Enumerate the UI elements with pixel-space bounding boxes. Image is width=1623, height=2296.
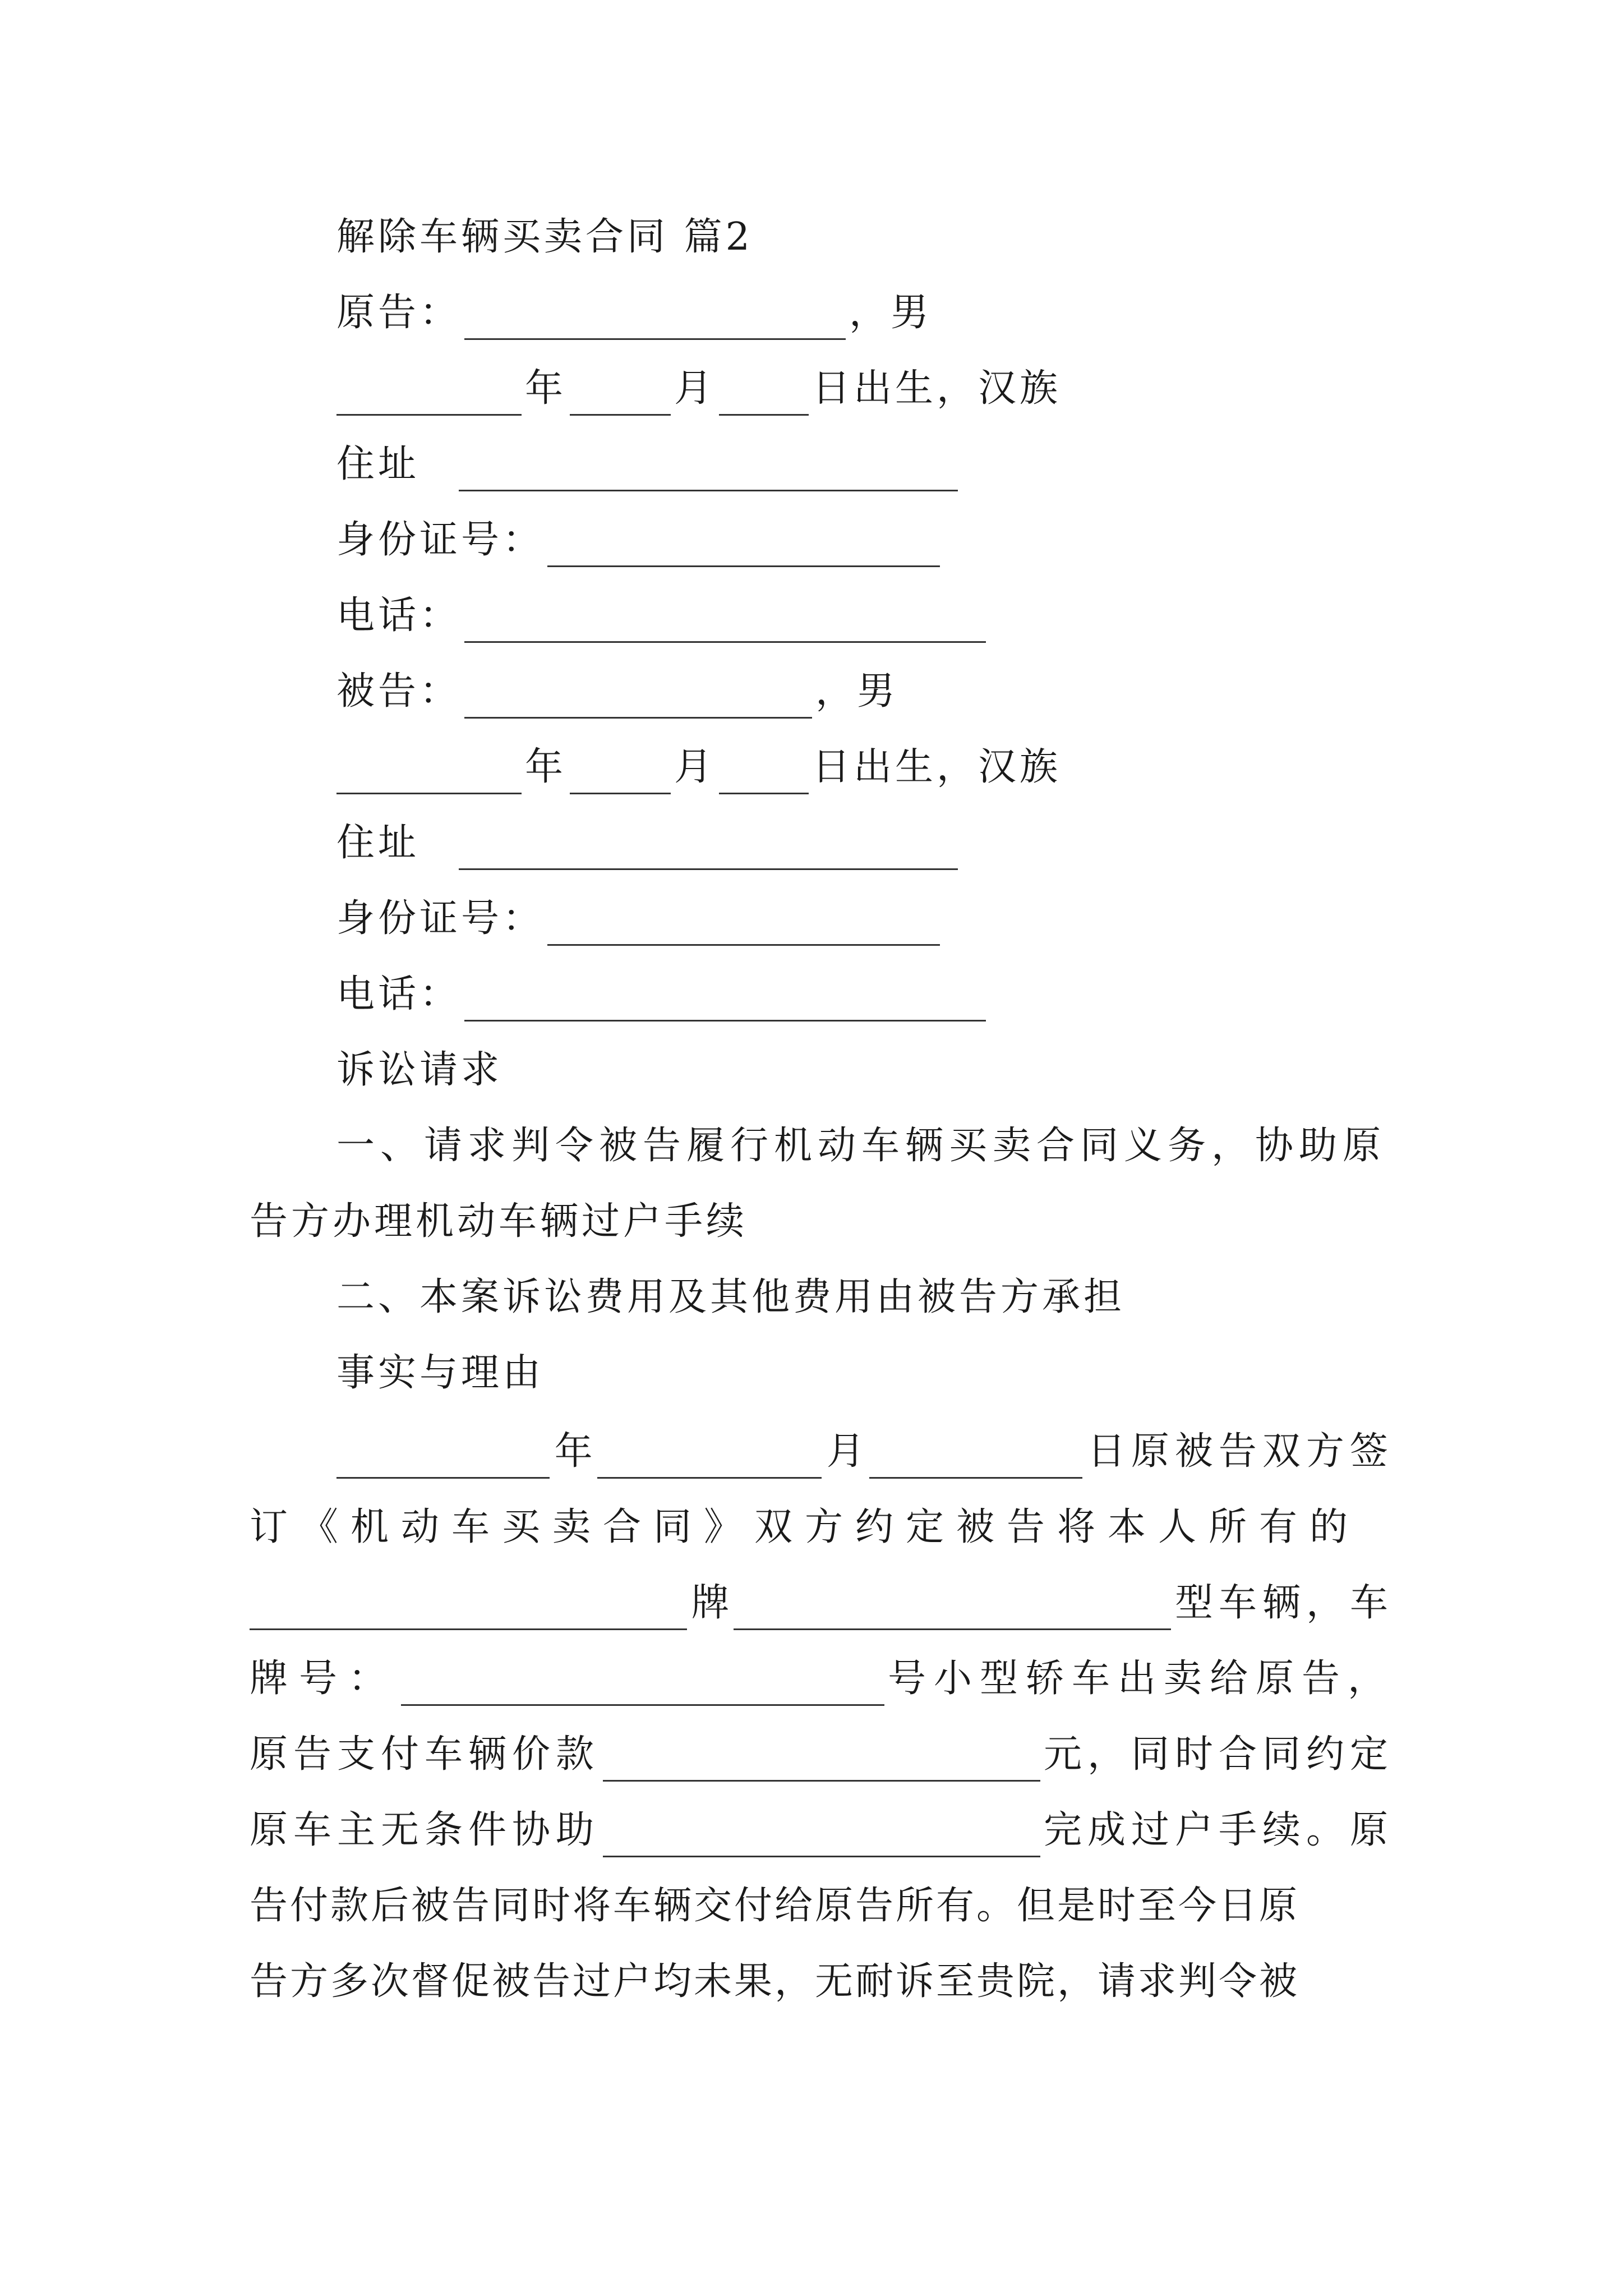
contract-day-label: 日原被告双方签 (1087, 1429, 1394, 1474)
vehicle-model-blank[interactable] (734, 1593, 1171, 1630)
defendant-birth-day-blank[interactable] (719, 757, 809, 794)
facts-line-6 (250, 1803, 1394, 1857)
defendant-address-line (336, 816, 1481, 870)
plaintiff-phone-blank[interactable] (464, 605, 986, 643)
price-prefix: 原告支付车辆价款 (250, 1732, 600, 1777)
plate-number-label: 牌号： (250, 1657, 398, 1701)
claim-1-line-2: 告方办理机动车辆过户手续 (250, 1199, 748, 1244)
plaintiff-birth-line (336, 362, 1481, 416)
defendant-birth-day-label: 日出生，汉族 (812, 745, 1062, 789)
facts-line-1 (336, 1425, 1394, 1479)
plate-number-blank[interactable] (401, 1668, 884, 1706)
defendant-birth-year-blank[interactable] (336, 757, 522, 794)
defendant-id-line (336, 892, 1481, 946)
plaintiff-address-label: 住址 (336, 442, 420, 486)
claim-2: 二、本案诉讼费用及其他费用由被告方承担 (336, 1275, 1126, 1319)
price-suffix: 元，同时合同约定 (1043, 1732, 1394, 1777)
plaintiff-birth-year-label: 年 (525, 366, 567, 411)
defendant-address-blank[interactable] (459, 832, 958, 870)
plaintiff-birth-month-label: 月 (674, 366, 716, 411)
contract-day-blank[interactable] (869, 1441, 1082, 1479)
plaintiff-gender: ，男 (849, 291, 933, 335)
assist-suffix: 完成过户手续。原 (1043, 1808, 1394, 1852)
defendant-name-line (336, 665, 1481, 719)
facts-heading: 事实与理由 (336, 1351, 545, 1395)
defendant-label: 被告： (336, 669, 462, 714)
contract-year-blank[interactable] (336, 1441, 550, 1479)
plaintiff-address-line (336, 438, 1481, 491)
facts-line-4 (250, 1652, 1394, 1706)
defendant-birth-month-label: 月 (674, 745, 716, 789)
plaintiff-id-blank[interactable] (547, 530, 940, 567)
contract-month-blank[interactable] (597, 1441, 822, 1479)
contract-month-label: 月 (826, 1429, 865, 1474)
plaintiff-id-line (336, 513, 1481, 567)
plaintiff-label: 原告： (336, 291, 462, 335)
price-blank[interactable] (603, 1744, 1040, 1782)
plaintiff-phone-label: 电话： (336, 593, 462, 638)
vehicle-model-label: 型车辆，车 (1174, 1581, 1394, 1625)
plaintiff-birth-month-blank[interactable] (570, 378, 671, 416)
claims-heading: 诉讼请求 (336, 1048, 503, 1092)
assist-prefix: 原车主无条件协助 (250, 1808, 600, 1852)
assist-blank[interactable] (603, 1820, 1040, 1857)
plaintiff-name-blank[interactable] (464, 302, 846, 340)
defendant-birth-month-blank[interactable] (570, 757, 671, 794)
defendant-address-label: 住址 (336, 821, 420, 865)
defendant-phone-label: 电话： (336, 972, 462, 1016)
defendant-phone-blank[interactable] (464, 984, 986, 1022)
plaintiff-name-line (336, 286, 1481, 340)
contract-year-label: 年 (554, 1429, 593, 1474)
defendant-phone-line (336, 968, 1481, 1022)
claim-1-line-1: 一、请求判令被告履行机动车辆买卖合同义务，协助原 (336, 1124, 1387, 1168)
facts-line-7: 告付款后被告同时将车辆交付给原告所有。但是时至今日原 (250, 1884, 1300, 1928)
defendant-birth-line (336, 740, 1481, 794)
plaintiff-birth-day-label: 日出生，汉族 (812, 366, 1062, 411)
vehicle-brand-blank[interactable] (250, 1593, 687, 1630)
facts-line-2: 订《机动车买卖合同》双方约定被告将本人所有的 (250, 1505, 1361, 1549)
plaintiff-address-blank[interactable] (459, 454, 958, 491)
defendant-id-blank[interactable] (547, 908, 940, 946)
plaintiff-phone-line (336, 589, 1481, 643)
facts-line-5 (250, 1728, 1394, 1782)
document-title: 解除车辆买卖合同 篇2 (336, 215, 753, 259)
facts-line-3 (250, 1576, 1394, 1630)
plaintiff-id-label: 身份证号： (336, 518, 545, 562)
facts-line-8: 告方多次督促被告过户均未果，无耐诉至贵院，请求判令被 (250, 1959, 1300, 2004)
defendant-name-blank[interactable] (464, 681, 812, 719)
plaintiff-birth-day-blank[interactable] (719, 378, 809, 416)
plaintiff-birth-year-blank[interactable] (336, 378, 522, 416)
defendant-id-label: 身份证号： (336, 896, 545, 941)
plate-number-suffix: 号小型轿车出卖给原告， (887, 1657, 1394, 1701)
defendant-gender: ，男 (815, 669, 899, 714)
vehicle-brand-label: 牌 (691, 1581, 730, 1625)
defendant-birth-year-label: 年 (525, 745, 567, 789)
